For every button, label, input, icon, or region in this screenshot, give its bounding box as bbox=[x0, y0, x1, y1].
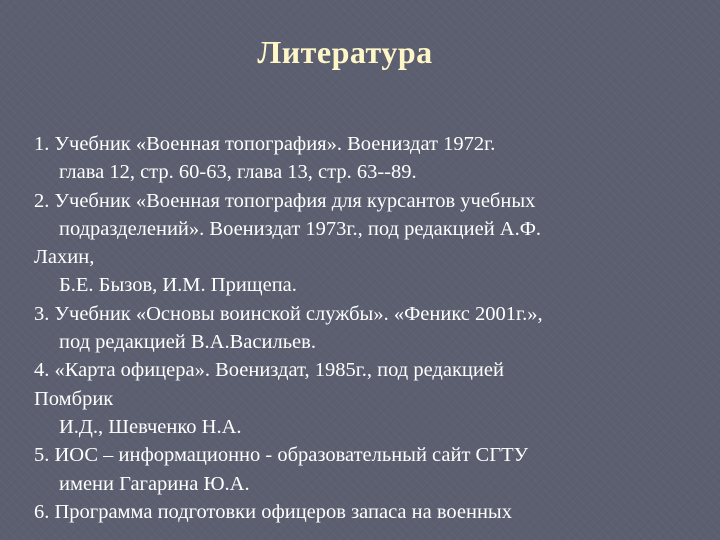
list-line: под редакцией В.А.Васильев. bbox=[59, 331, 316, 354]
list-line: 1. Учебник «Военная топография». Воениздат 1972г. bbox=[34, 133, 496, 155]
list-line: 5. ИОС – информационно - образовательный сайт СГТУ bbox=[34, 444, 529, 467]
list-line: Б.Е. Бызов, И.М. Прищепа. bbox=[59, 274, 297, 297]
list-line: И.Д., Шевченко Н.А. bbox=[59, 415, 242, 438]
list-line: глава 12, стр. 60-63, глава 13, стр. 63--89. bbox=[59, 161, 417, 184]
list-line: имени Гагарина Ю.А. bbox=[59, 472, 250, 495]
reference-list bbox=[34, 130, 704, 526]
list-line: Лахин, bbox=[34, 246, 95, 269]
slide-title: Литература bbox=[257, 34, 433, 70]
list-line: 3. Учебник «Основы воинской службы». «Феникс 2001г.», bbox=[34, 302, 543, 325]
list-line: Помбрик bbox=[34, 387, 114, 410]
list-line: 2. Учебник «Военная топография для курсантов учебных bbox=[34, 189, 536, 212]
list-line: 6. Программа подготовки офицеров запаса на военных bbox=[34, 500, 512, 523]
list-line: 4. «Карта офицера». Воениздат, 1985г., под редакцией bbox=[34, 359, 504, 382]
list-line: подразделений». Воениздат 1973г., под редакцией А.Ф. bbox=[59, 217, 542, 240]
